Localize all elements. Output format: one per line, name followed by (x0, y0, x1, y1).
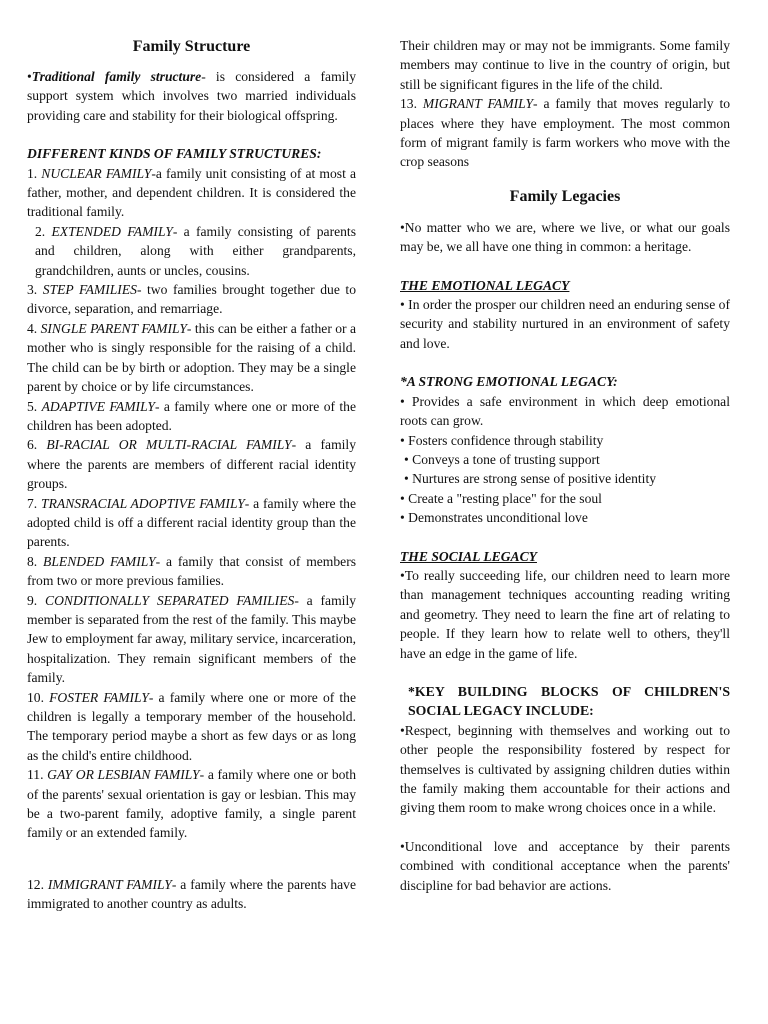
family-type-item: 4. SINGLE PARENT FAMILY- this can be either a father or a mother who is singly responsible for the raising of a child. The child can be by birth or adoption. They may be a single parent by choice or by life circumstances. (27, 320, 357, 395)
emotional-legacy-text: • In order the prosper our children need an enduring sense of security and stability nurtured in an environment of safety and love. (400, 297, 730, 351)
right-column (400, 36, 730, 895)
social-legacy-heading: THE SOCIAL LEGACY (400, 548, 537, 564)
strong-emotional-item: • Create a "resting place" for the soul (400, 490, 602, 506)
traditional-structure-term: Traditional family structure (31, 69, 202, 84)
family-type-text: - a family where one or more of the children has been adopted. (27, 398, 357, 433)
family-legacies-title: Family Legacies (509, 187, 621, 205)
family-type-term: BLENDED FAMILY (43, 553, 156, 569)
strong-emotional-heading: *A STRONG EMOTIONAL LEGACY: (400, 374, 618, 390)
family-type-item: 6. BI-RACIAL OR MULTI-RACIAL FAMILY- a family where the parents are members of different racial identity groups. (27, 437, 356, 492)
family-type-item: 10. FOSTER FAMILY- a family where one or more of the children is legally a temporary member of the household. The temporary period maybe a short as few days or as long as the child's entire childhood. (27, 689, 356, 763)
traditional-structure-paragraph: •Traditional family structure- is considered a family support system which involves two married individuals providing care and stability for their biological offspring. (27, 69, 356, 123)
family-type-item: 3. STEP FAMILIES- two families brought together due to divorce, separation, and remarriage. (27, 282, 357, 317)
strong-emotional-item: • Demonstrates unconditional love (400, 510, 588, 526)
family-type-text: - a family member is separated from the rest of the family. This maybe Jew to employment far away, military service, incarceration, hospitalization. They remain significant members of the family. (27, 592, 357, 686)
strong-emotional-item: • Nurtures are strong sense of positive identity (404, 471, 657, 487)
family-type-text: - a family that consist of members from two or more previous families. (27, 553, 357, 589)
family-type-text: - a family where the parents have immigrated to another country as adults. (27, 876, 357, 912)
strong-emotional-item: • Fosters confidence through stability (400, 432, 604, 448)
emotional-legacy-heading: THE EMOTIONAL LEGACY (400, 277, 570, 293)
family-type-term: ADAPTIVE FAMILY (41, 398, 155, 414)
left-column (27, 36, 356, 914)
legacy-intro: •No matter who we are, where we live, or what our goals may be, we all have one thing in common: a heritage. (400, 219, 730, 255)
strong-emotional-item: • Conveys a tone of trusting support (404, 451, 600, 467)
family-type-text: - a family consisting of parents and children, along with either grandparents, grandchildren, aunts or uncles, cousins. (35, 223, 357, 278)
family-type-text: - a family where one or both of the parents' sexual orientation is gay or lesbian. This may be a two-parent family, adoptive family, a single parent family or an extended family. (27, 767, 356, 841)
family-type-item: 2. EXTENDED FAMILY- a family consisting of parents and children, along with either grandparents, grandchildren, aunts or uncles, cousins. (35, 223, 357, 278)
family-type-term: MIGRANT FAMILY (422, 96, 534, 112)
family-type-term: FOSTER FAMILY (49, 689, 149, 705)
strong-emotional-item: • Provides a safe environment in which deep emotional roots can grow. (400, 393, 730, 429)
family-type-text: - a family where the adopted child is off a different racial identity group than the parents. (27, 495, 356, 550)
social-legacy-text: •To really succeeding life, our children need to learn more than management techniques accounting reading writing and geometry. They need to learn the fine art of relating to people. If they learn how to relate well to others, they'll have an edge in the game of life. (400, 567, 730, 661)
building-blocks-text-1: •Respect, beginning with themselves and working out to other people the responsibility fostered by respect for themselves is cultivated by assigning children duties within the family making them accountable for their actions and giving them room to make wrong choices once in a while. (400, 722, 730, 816)
building-blocks-text-2: •Unconditional love and acceptance by their parents combined with conditional acceptance when the parents' discipline for bad behavior are actions. (400, 838, 730, 893)
family-type-item: 8. BLENDED FAMILY- a family that consist of members from two or more previous families. (27, 553, 357, 589)
family-type-text: - a family where one or more of the children is legally a temporary member of the household. The temporary period maybe a short as few days or as long as the child's entire childhood. (27, 689, 356, 763)
family-structure-title: Family Structure (132, 38, 251, 55)
family-type-term: NUCLEAR FAMILY (41, 165, 152, 181)
family-type-item: 9. CONDITIONALLY SEPARATED FAMILIES- a family member is separated from the rest of the family. This maybe Jew to employment far away, military service, incarceration, hospitalization. They remain significant members of the family. (27, 592, 357, 686)
family-type-text: -a family unit consisting of at most a father, mother, and dependent children. It is considered the traditional family. (27, 165, 357, 220)
family-type-text: - a family where the parents are members of different racial identity groups. (27, 437, 356, 492)
family-type-item: 11. GAY OR LESBIAN FAMILY- a family where one or both of the parents' sexual orientation is gay or lesbian. This may be a two-parent family, adoptive family, a single parent family or an extended family. (27, 767, 356, 841)
family-type-item: 13. MIGRANT FAMILY- a family that moves regularly to places where they have employment. The most common form of migrant family is farm workers who move with the crop seasons (400, 96, 731, 170)
family-type-item: 7. TRANSRACIAL ADOPTIVE FAMILY- a family where the adopted child is off a different racial identity group than the parents. (27, 495, 356, 550)
family-type-text: - a family that moves regularly to places where they have employment. The most common form of migrant family is farm workers who move with the crop seasons (400, 96, 731, 170)
family-type-term: CONDITIONALLY SEPARATED FAMILIES (45, 592, 295, 608)
family-type-term: EXTENDED FAMILY (51, 223, 173, 239)
family-type-item: 5. ADAPTIVE FAMILY- a family where one or more of the children has been adopted. (27, 398, 357, 433)
building-blocks-heading: *KEY BUILDING BLOCKS OF CHILDREN'S SOCIAL LEGACY INCLUDE: (408, 683, 730, 719)
family-type-term: SINGLE PARENT FAMILY (40, 320, 187, 336)
family-type-text: - this can be either a father or a mother who is singly responsible for the raising of a child. The child can be by birth or adoption. They may be a single parent by choice or by life circumstances. (27, 320, 357, 395)
family-type-term: TRANSRACIAL ADOPTIVE FAMILY (41, 495, 245, 511)
family-type-term: IMMIGRANT FAMILY (47, 876, 172, 892)
family-type-term: STEP FAMILIES (42, 282, 137, 298)
family-type-item: 1. NUCLEAR FAMILY-a family unit consisting of at most a father, mother, and dependent children. It is considered the traditional family. (27, 165, 357, 220)
family-type-item: 12. IMMIGRANT FAMILY- a family where the parents have immigrated to another country as adults. (27, 876, 357, 912)
kinds-heading: DIFFERENT KINDS OF FAMILY STRUCTURES: (27, 146, 322, 162)
traditional-structure-text: - is considered a family support system which involves two married individuals providing care and stability for their biological offspring. (27, 69, 356, 123)
immigrant-continuation: Their children may or may not be immigrants. Some family members may continue to live in the country of origin, but still be significant figures in the life of the child. (400, 38, 730, 92)
family-type-term: BI-RACIAL OR MULTI-RACIAL FAMILY (46, 437, 292, 453)
family-type-term: GAY OR LESBIAN FAMILY (47, 767, 200, 783)
family-type-text: - two families brought together due to divorce, separation, and remarriage. (27, 282, 357, 317)
